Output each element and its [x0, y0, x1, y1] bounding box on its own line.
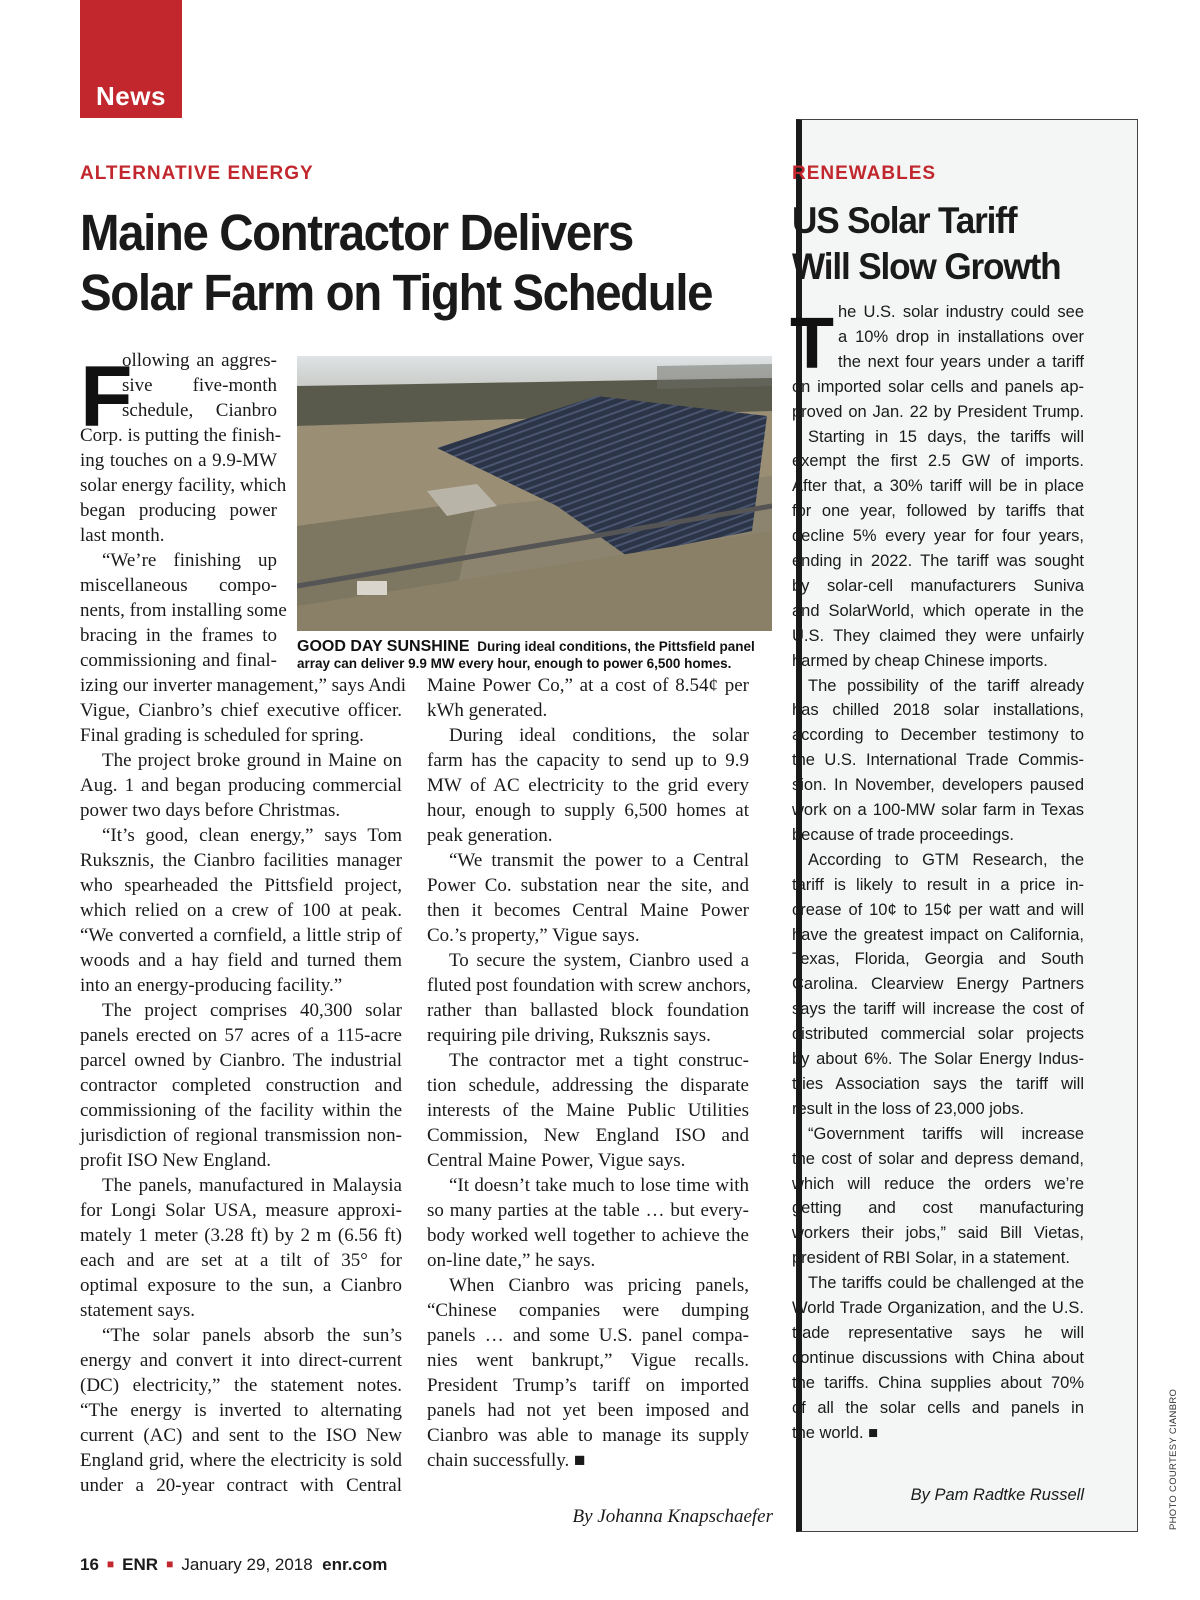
body-line: Commission, New England ISO and [427, 1125, 749, 1146]
body-line: ing touches on a 9.9-MW [80, 450, 277, 471]
body-line: MW of AC electricity to the grid every [427, 775, 749, 796]
body-line: President Trump’s tariff on imported [427, 1375, 749, 1396]
body-line: The contractor met a tight construc- [449, 1050, 749, 1071]
body-line: requiring pile driving, Ruksznis says. [427, 1025, 711, 1046]
sidebar-body-line: on imported solar cells and panels ap- [792, 377, 1084, 396]
body-line: for Longi Solar USA, measure approxi- [80, 1200, 402, 1221]
body-line: chain successfully. ■ [427, 1450, 586, 1471]
sidebar-body-line: sion. In November, developers paused [792, 776, 1084, 795]
sidebar-body-line: After that, a 30% tariff will be in place [792, 477, 1084, 496]
body-line: commissioning of the facility within the [80, 1100, 402, 1121]
body-line: optimal exposure to the sun, a Cianbro [80, 1275, 402, 1296]
sidebar-body-line: decline 5% every year for four years, [792, 527, 1084, 546]
body-line: power two days before Christmas. [80, 800, 341, 821]
body-line: Maine Power Co,” at a cost of 8.54¢ per [427, 675, 749, 696]
sidebar-body-line: trade representative says he will [792, 1323, 1084, 1342]
body-line: nents, from installing some [80, 600, 287, 621]
sidebar-body-line: for one year, followed by tariffs that [792, 502, 1084, 521]
body-line: jurisdiction of regional transmission non- [80, 1125, 402, 1146]
body-line: “Chinese companies were dumping [427, 1300, 749, 1321]
body-line: schedule, Cianbro [122, 400, 277, 421]
sidebar-body-line: The possibility of the tariff already [808, 676, 1084, 695]
sidebar-body-line: workers their jobs,” said Bill Vietas, [792, 1224, 1084, 1243]
body-line: England grid, where the electricity is sold [80, 1450, 402, 1471]
body-line: The project comprises 40,300 solar [102, 1000, 402, 1021]
footer-website: enr.com [322, 1555, 388, 1574]
sidebar-body-line: Starting in 15 days, the tariffs will [808, 427, 1084, 446]
body-line: who spearheaded the Pittsfield project, [80, 875, 402, 896]
body-line: “We’re finishing up [102, 550, 277, 571]
body-line: rather than ballasted block foundation [427, 1000, 749, 1021]
body-line: The project broke ground in Maine on [102, 750, 402, 771]
sidebar-body-line: Texas, Florida, Georgia and South [792, 950, 1084, 969]
sidebar-body-line: president of RBI Solar, in a statement. [792, 1249, 1070, 1268]
footer-separator: ■ [106, 1557, 115, 1571]
body-line: statement says. [80, 1300, 196, 1321]
body-line: last month. [80, 525, 165, 546]
body-line: “We transmit the power to a Central [449, 850, 749, 871]
sidebar-body-line: distributed commercial solar projects [792, 1025, 1084, 1044]
section-tab [80, 0, 182, 118]
sidebar-body-line: tariff is likely to result in a price in- [792, 875, 1084, 894]
body-line: which relied on a crew of 100 at peak. [80, 900, 402, 921]
body-line: farm has the capacity to send up to 9.9 [427, 750, 749, 771]
body-line: current (AC) and sent to the ISO New [80, 1425, 402, 1446]
body-line: fluted post foundation with screw anchors, [427, 975, 751, 996]
footer-publication: ENR [122, 1555, 159, 1574]
sidebar-body-line: he U.S. solar industry could see [838, 303, 1084, 321]
body-line: profit ISO New England. [80, 1150, 272, 1171]
body-line: hour, enough to supply 6,500 homes at [427, 800, 749, 821]
body-line: under a 20-year contract with Central [80, 1475, 402, 1496]
sidebar-body-line: U.S. They claimed they were unfairly [792, 626, 1084, 645]
body-line: ollowing an aggres- [122, 350, 277, 371]
body-line: into an energy-producing facility.” [80, 975, 343, 996]
sidebar-body-line: ending in 2022. The tariff was sought [792, 552, 1084, 570]
sidebar-body-line: of all the solar cells and panels in [792, 1398, 1084, 1417]
sidebar-body-line: the next four years under a tariff [838, 352, 1084, 371]
body-line: mately 1 meter (3.28 ft) by 2 m (6.56 ft) [80, 1225, 402, 1246]
body-line: Ruksznis, the Cianbro facilities manager [80, 850, 402, 871]
body-line: Power Co. substation near the site, and [427, 875, 749, 896]
body-line: panels … and some U.S. panel compa- [427, 1325, 749, 1346]
sidebar-body-line: has chilled 2018 solar installations, [792, 701, 1084, 720]
body-line: “The solar panels absorb the sun’s [102, 1325, 402, 1346]
sidebar-body-line: tries Association says the tariff will [792, 1074, 1084, 1093]
body-line: sive five-month [122, 375, 277, 396]
main-drop-cap: F [80, 349, 133, 445]
body-line: commissioning and final- [80, 650, 277, 671]
footer-date: January 29, 2018 [181, 1555, 313, 1574]
main-headline: Maine Contractor Delivers Solar Farm on Tight Schedule [80, 204, 713, 321]
sidebar-body-line: and SolarWorld, which operate in the [792, 601, 1084, 620]
body-line: The panels, manufactured in Malaysia [102, 1175, 402, 1196]
sidebar-body-line: by about 6%. The Solar Energy Indus- [792, 1050, 1084, 1068]
sidebar-body-line: work on a 100-MW solar farm in Texas [792, 801, 1084, 819]
main-byline: By Johanna Knapschaefer [572, 1506, 773, 1527]
body-line: on-line date,” he says. [427, 1250, 596, 1271]
body-line: each and are set at a tilt of 35° for [80, 1250, 402, 1271]
body-line: began producing power [80, 500, 277, 521]
sidebar-body-line: The tariffs could be challenged at the [808, 1274, 1084, 1293]
photo-caption [297, 638, 772, 672]
sidebar-body-line: getting and cost manufacturing [792, 1199, 1084, 1218]
body-line: Central Maine Power, Vigue says. [427, 1150, 686, 1171]
body-line: “It doesn’t take much to lose time with [449, 1175, 749, 1196]
body-line: “The energy is inverted to alternating [80, 1400, 402, 1421]
body-line: woods and a hay field and turned them [80, 950, 402, 971]
sidebar-body-line: harmed by cheap Chinese imports. [792, 651, 1048, 670]
body-line: miscellaneous compo- [80, 575, 277, 596]
sidebar-body-line: which will reduce the orders we’re [792, 1174, 1084, 1193]
body-line: body worked well together to achieve the [427, 1225, 749, 1246]
sidebar-body-line: proved on Jan. 22 by President Trump. [792, 402, 1084, 421]
photo-credit: PHOTO COURTESY CIANBRO [1168, 1388, 1179, 1530]
body-line: panels erected on 57 acres of a 115-acre [80, 1025, 402, 1046]
page-footer [80, 1555, 387, 1575]
body-line: “It’s good, clean energy,” says Tom [102, 825, 402, 846]
body-line: panels had not yet been imposed and [427, 1400, 749, 1421]
body-line: Aug. 1 and began producing commercial [80, 775, 402, 796]
sidebar-body-line: by solar-cell manufacturers Suniva [792, 576, 1084, 595]
sidebar-body-line: because of trade proceedings. [792, 825, 1014, 844]
sidebar-body-line: exempt the first 2.5 GW of imports. [792, 452, 1084, 471]
sidebar-body-line: World Trade Organization, and the U.S. [792, 1299, 1084, 1317]
sidebar-body-line: Carolina. Clearview Energy Partners [792, 975, 1084, 994]
sidebar-body-line: says the tariff will increase the cost of [792, 1000, 1084, 1019]
body-line: so many parties at the table … but every- [427, 1200, 749, 1221]
body-line: energy and convert it into direct-current [80, 1350, 402, 1371]
caption-title: GOOD DAY SUNSHINE [297, 638, 470, 655]
sidebar-byline: By Pam Radtke Russell [910, 1486, 1084, 1504]
body-line: nies went bankrupt,” Vigue recalls. [427, 1350, 749, 1371]
body-line: solar energy facility, which [80, 475, 287, 496]
sidebar-drop-cap: T [790, 304, 834, 384]
body-line: Cianbro was able to manage its supply [427, 1425, 749, 1446]
sidebar-headline: US Solar Tariff Will Slow Growth [792, 200, 1061, 287]
sidebar-body-line: a 10% drop in installations over [838, 327, 1084, 346]
body-line: contractor completed construction and [80, 1075, 402, 1096]
body-line: peak generation. [427, 825, 553, 846]
sidebar-kicker: RENEWABLES [792, 163, 937, 184]
body-line: “We converted a cornfield, a little strip of [80, 925, 402, 946]
sidebar-body-line: “Government tariffs will increase [808, 1124, 1084, 1143]
body-line: tion schedule, addressing the disparate [427, 1075, 749, 1096]
body-line: When Cianbro was pricing panels, [449, 1275, 749, 1296]
sidebar-body-line: According to GTM Research, the [808, 850, 1084, 869]
body-line: (DC) electricity,” the statement notes. [80, 1375, 402, 1396]
section-tab-label: News [96, 81, 166, 111]
body-line: Corp. is putting the finish- [80, 425, 282, 446]
footer-page-number: 16 [80, 1555, 99, 1574]
sidebar-body-line: the world. ■ [792, 1423, 879, 1442]
sidebar-body-line: the U.S. International Trade Commis- [792, 751, 1084, 770]
body-line: Vigue, Cianbro’s chief executive officer. [80, 700, 402, 721]
body-line: bracing in the frames to [80, 625, 277, 646]
body-line: Co.’s property,” Vigue says. [427, 925, 640, 946]
solar-farm-photo [297, 356, 772, 631]
caption-text: During ideal conditions, the Pittsfield panel array can deliver 9.9 MW every hour, enough to power 6,500 homes. [297, 639, 755, 671]
sidebar-body-line: the cost of solar and depress demand, [792, 1149, 1084, 1168]
sidebar-body-line: crease of 10¢ to 15¢ per watt and will [792, 900, 1084, 919]
sidebar-body-line: have the greatest impact on California, [792, 925, 1084, 944]
body-line: then it becomes Central Maine Power [427, 900, 749, 921]
body-line: kWh generated. [427, 700, 548, 721]
body-line: To secure the system, Cianbro used a [449, 950, 749, 971]
body-line: Final grading is scheduled for spring. [80, 725, 364, 746]
footer-separator: ■ [166, 1557, 174, 1571]
body-line: During ideal conditions, the solar [449, 725, 749, 746]
body-line: parcel owned by Cianbro. The industrial [80, 1050, 402, 1071]
main-kicker: ALTERNATIVE ENERGY [80, 163, 314, 184]
body-line: interests of the Maine Public Utilities [427, 1100, 749, 1121]
sidebar-body-line: according to December testimony to [792, 726, 1084, 745]
sidebar-body-line: the tariffs. China supplies about 70% [792, 1373, 1084, 1392]
body-line: izing our inverter management,” says Andi [80, 675, 407, 696]
sidebar-body-line: continue discussions with China about [792, 1348, 1084, 1367]
sidebar-body-line: result in the loss of 23,000 jobs. [792, 1099, 1025, 1118]
